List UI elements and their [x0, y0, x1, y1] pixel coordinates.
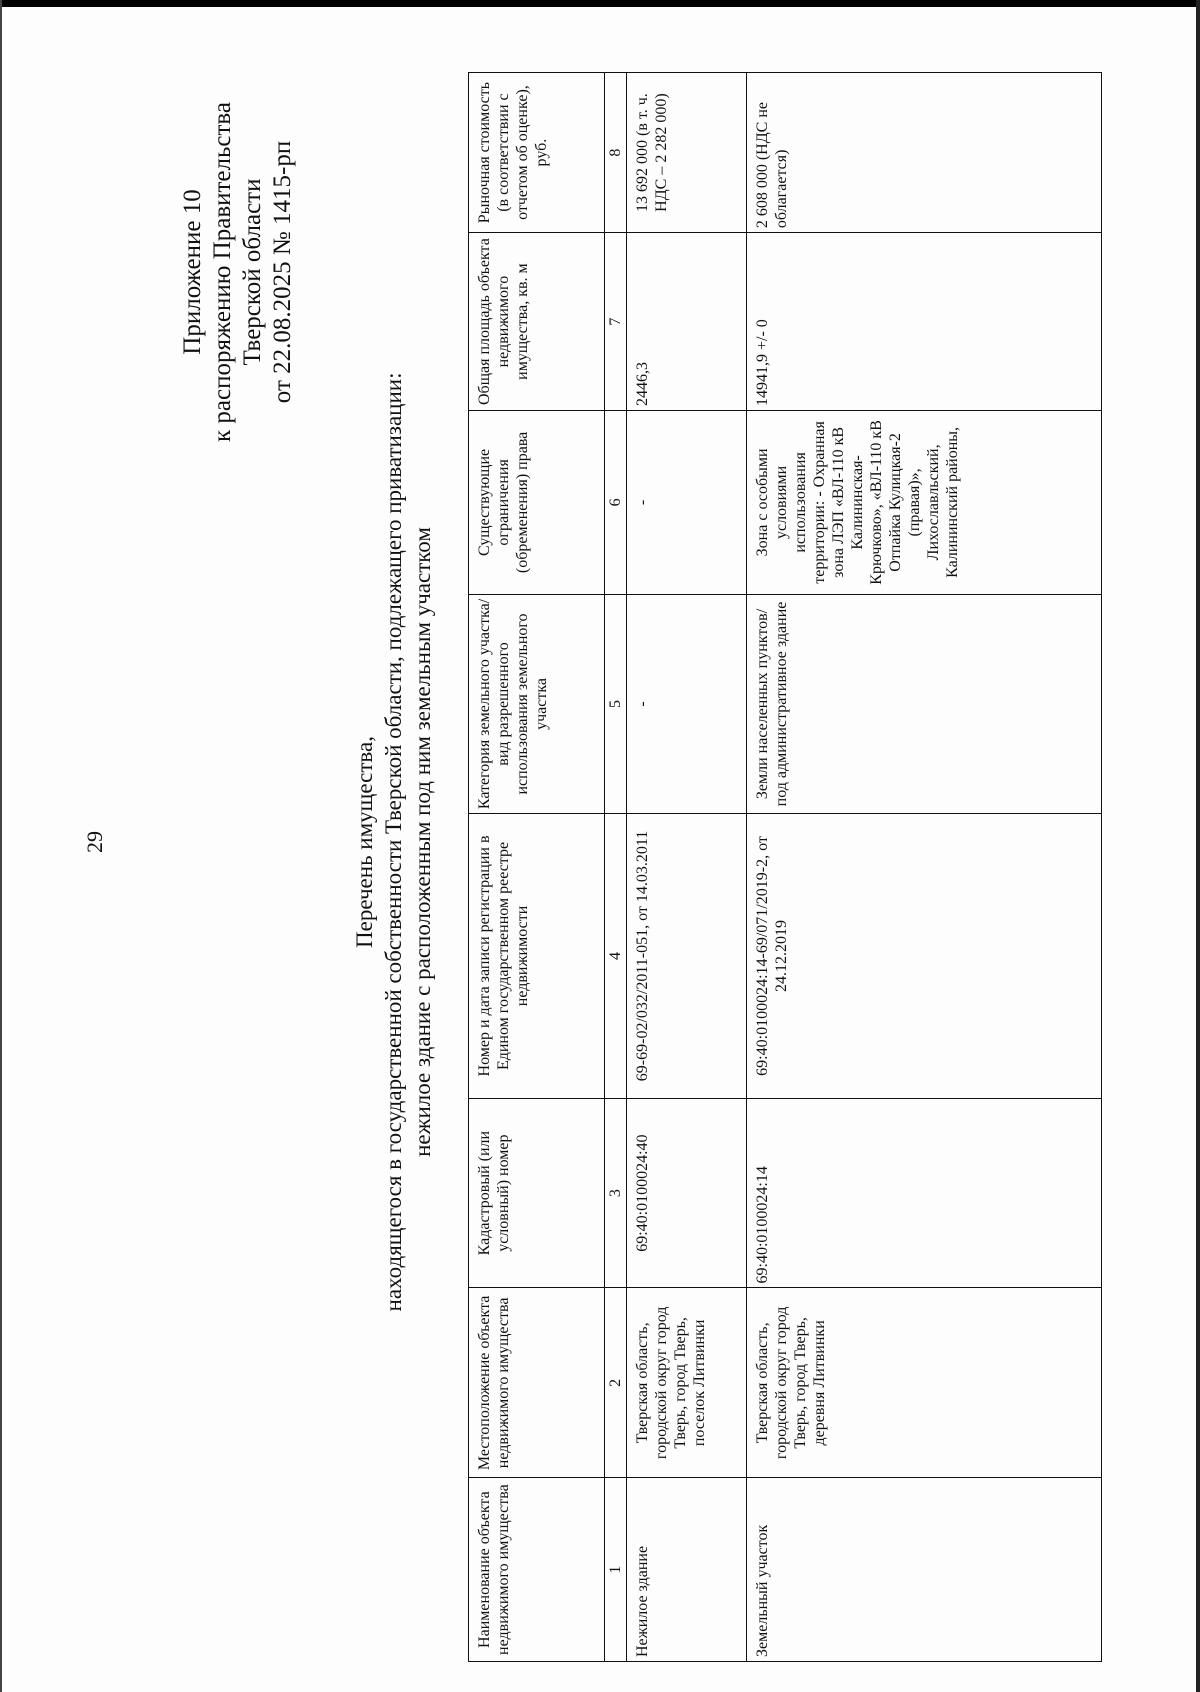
cell-area: 14941,9 +/- 0	[747, 233, 1102, 411]
title-line: нежилое здание с расположенным под ним земельным участком	[410, 527, 435, 1157]
table-row	[747, 73, 1102, 1662]
appendix-block	[178, 0, 298, 552]
cell-location: Тверская область, городской округ город Тверь, город Тверь, деревня Литвинки	[747, 1288, 1102, 1478]
header-cell: Категория земельного участка/вид разрешенного использования земельного участка	[469, 594, 605, 813]
column-number: 8	[605, 73, 627, 233]
column-number: 7	[605, 233, 627, 411]
appendix-line: Тверской области	[239, 178, 266, 366]
header-cell: Номер и дата записи регистрации в Едином государственном реестре недвижимости	[469, 814, 605, 1099]
header-cell: Рыночная стоимость (в соответствии с отчетом об оценке), руб.	[469, 73, 605, 233]
column-number: 2	[605, 1288, 627, 1478]
property-table	[468, 72, 1102, 1662]
cell-name: Земельный участок	[747, 1478, 1102, 1662]
column-number: 1	[605, 1478, 627, 1662]
cell-area: 2446,3	[627, 233, 747, 411]
column-number: 5	[605, 594, 627, 813]
header-cell: Существующие ограничения (обременения) права	[469, 411, 605, 595]
cell-registration: 69-69-02/032/2011-051, от 14.03.2011	[627, 814, 747, 1099]
table-row	[627, 73, 747, 1662]
title-line: находящегося в государственной собственности Тверской области, подлежащего приватизации:	[381, 372, 406, 1312]
cell-restrictions: Зона с особыми условиями использования территории: - Охранная зона ЛЭП «ВЛ-110 кВ Калининская-Крючково», «ВЛ-110 кВ Отпайка Кулицкая-2 (правая)», Лихославльский, Калининский районы,	[747, 411, 1102, 595]
column-number: 3	[605, 1098, 627, 1288]
cell-value: 2 608 000 (НДС не облагается)	[747, 73, 1102, 233]
appendix-line: от 22.08.2025 № 1415-рп	[269, 140, 296, 404]
cell-restrictions: -	[627, 411, 747, 595]
cell-cadastral: 69:40:0100024:40	[627, 1098, 747, 1288]
cell-cadastral: 69:40:0100024:14	[747, 1098, 1102, 1288]
header-cell: Местоположение объекта недвижимого имущества	[469, 1288, 605, 1478]
table-header-row	[469, 73, 605, 1662]
cell-category: Земли населенных пунктов/под административное здание	[747, 594, 1102, 813]
cell-value: 13 692 000 (в т. ч. НДС – 2 282 000)	[627, 73, 747, 233]
cell-category: -	[627, 594, 747, 813]
appendix-line: Приложение 10	[179, 189, 206, 355]
cell-registration: 69:40:0100024:14-69/071/2019-2, от 24.12.2019	[747, 814, 1102, 1099]
document-title	[350, 242, 437, 1442]
cell-name: Нежилое здание	[627, 1478, 747, 1662]
column-number: 4	[605, 814, 627, 1099]
page-number: 29	[82, 831, 107, 853]
appendix-line: к распоряжению Правительства	[209, 102, 236, 443]
header-cell: Наименование объекта недвижимого имущества	[469, 1478, 605, 1662]
column-number: 6	[605, 411, 627, 595]
header-cell: Кадастровый (или условный) номер	[469, 1098, 605, 1288]
title-line: Перечень имущества,	[352, 736, 377, 948]
header-cell: Общая площадь объекта недвижимого имущества, кв. м	[469, 233, 605, 411]
column-number-row	[605, 73, 627, 1662]
cell-location: Тверская область, городской округ город Тверь, город Тверь, поселок Литвинки	[627, 1288, 747, 1478]
